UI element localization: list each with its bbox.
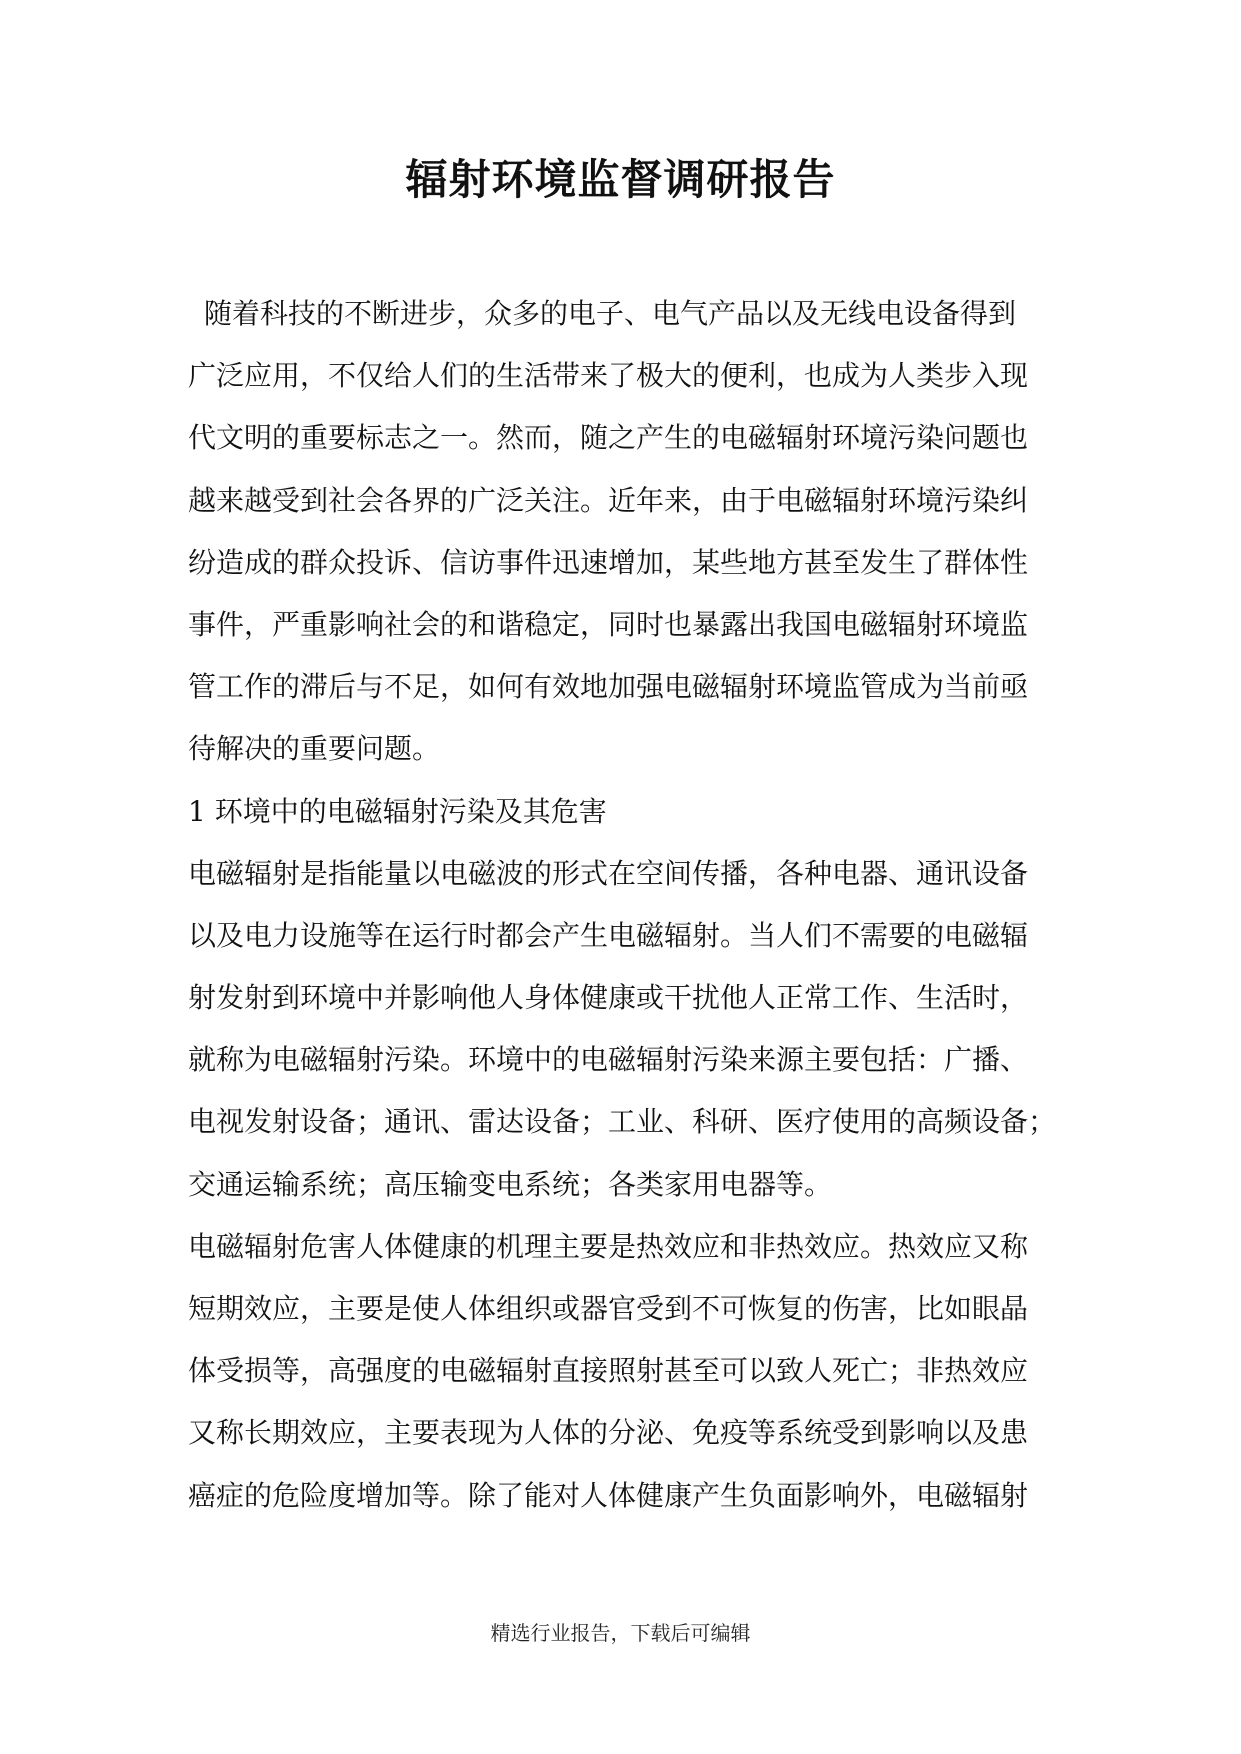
page-footer: 精选行业报告，下载后可编辑 <box>490 1621 751 1645</box>
document-body <box>188 283 1063 1527</box>
hazard-paragraph-line: 短期效应，主要是使人体组织或器官受到不可恢复的伤害，比如眼晶 <box>188 1292 1029 1325</box>
hazard-paragraph-line: 电磁辐射危害人体健康的机理主要是热效应和非热效应。热效应又称 <box>188 1229 1029 1263</box>
intro-paragraph-line: 待解决的重要问题。 <box>188 732 441 766</box>
definition-paragraph-line: 就称为电磁辐射污染。环境中的电磁辐射污染来源主要包括：广播、 <box>188 1043 1029 1077</box>
intro-paragraph-line: 纷造成的群众投诉、信访事件迅速增加，某些地方甚至发生了群体性 <box>188 545 1029 579</box>
definition-paragraph-line: 电视发射设备；通讯、雷达设备；工业、科研、医疗使用的高频设备； <box>188 1105 1057 1139</box>
definition-paragraph-line: 射发射到环境中并影响他人身体健康或干扰他人正常工作、生活时， <box>188 981 1029 1015</box>
section-heading: 1 环境中的电磁辐射污染及其危害 <box>188 794 607 828</box>
hazard-paragraph-line: 癌症的危险度增加等。除了能对人体健康产生负面影响外，电磁辐射 <box>188 1478 1029 1512</box>
document-title: 辐射环境监督调研报告 <box>405 155 836 204</box>
intro-paragraph-line: 代文明的重要标志之一。然而，随之产生的电磁辐射环境污染问题也 <box>188 421 1029 455</box>
intro-paragraph-line: 事件，严重影响社会的和谐稳定，同时也暴露出我国电磁辐射环境监 <box>188 607 1029 641</box>
hazard-paragraph-line: 体受损等，高强度的电磁辐射直接照射甚至可以致人死亡；非热效应 <box>188 1354 1029 1388</box>
definition-paragraph-line: 以及电力设施等在运行时都会产生电磁辐射。当人们不需要的电磁辐 <box>188 918 1029 952</box>
intro-paragraph-line: 随着科技的不断进步，众多的电子、电气产品以及无线电设备得到 <box>204 297 1017 330</box>
intro-paragraph-line: 管工作的滞后与不足，如何有效地加强电磁辐射环境监管成为当前亟 <box>188 670 1029 704</box>
intro-paragraph-line: 越来越受到社会各界的广泛关注。近年来，由于电磁辐射环境污染纠 <box>188 483 1029 517</box>
intro-paragraph-line: 广泛应用，不仅给人们的生活带来了极大的便利，也成为人类步入现 <box>188 359 1029 393</box>
definition-paragraph-line: 交通运输系统；高压输变电系统；各类家用电器等。 <box>188 1167 833 1201</box>
definition-paragraph-line: 电磁辐射是指能量以电磁波的形式在空间传播，各种电器、通讯设备 <box>188 856 1029 890</box>
hazard-paragraph-line: 又称长期效应，主要表现为人体的分泌、免疫等系统受到影响以及患 <box>188 1416 1029 1450</box>
